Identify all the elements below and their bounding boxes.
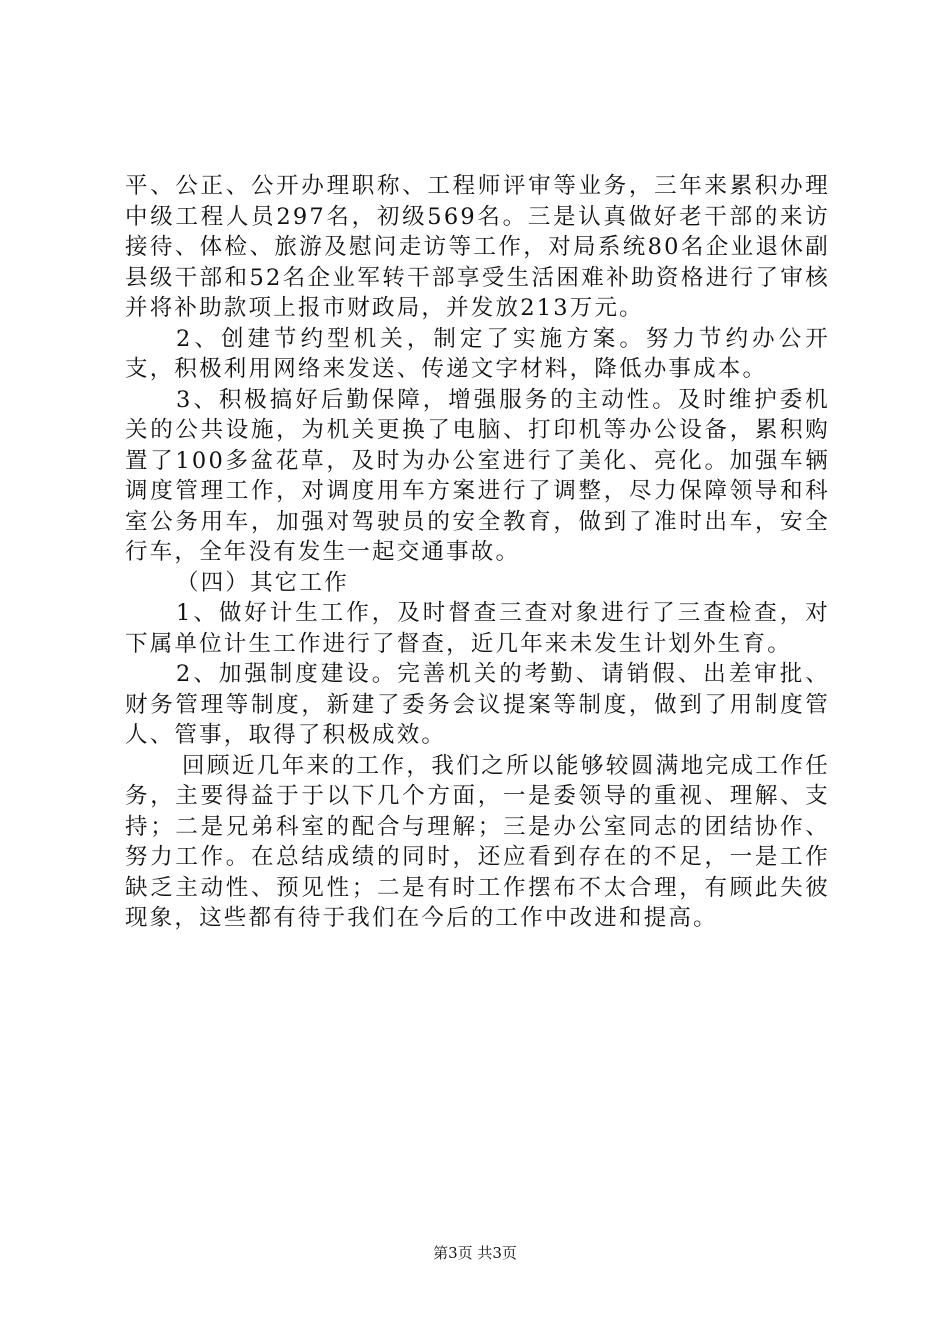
paragraph-item-3: 3、积极搞好后勤保障，增强服务的主动性。及时维护委机关的公共设施，为机关更换了电脑、打印机等办公设备，累积购置了100多盆花草，及时为办公室进行了美化、亮化。加强车辆调度管理工作，对调度用车方案进行了调整，尽力保障领导和科室公务用车，加强对驾驶员的安全教育，做到了准时出车，安全行车，全年没有发生一起交通事故。 [125,386,830,565]
paragraph-other-item-1: 1、做好计生工作，及时督查三查对象进行了三查检查，对下属单位计生工作进行了督查，近几年来未发生计划外生育。 [125,600,830,657]
page-footer: 第3页 共3页 [433,1244,517,1262]
paragraph-review: 回顾近几年来的工作，我们之所以能够较圆满地完成工作任务，主要得益于于以下几个方面，一是委领导的重视、理解、支持；二是兄弟科室的配合与理解；三是办公室同志的团结协作、努力工作。在总结成绩的同时，还应看到存在的不足，一是工作缺乏主动性、预见性；二是有时工作摆布不太合理，有顾此失彼现象，这些都有待于我们在今后的工作中改进和提高。 [125,752,830,931]
body-text [125,171,830,934]
section-heading-other-work: （四）其它工作 [176,569,349,596]
paragraph-item-2: 2、创建节约型机关，制定了实施方案。努力节约办公开支，积极利用网络来发送、传递文字材料，降低办事成本。 [125,325,830,382]
paragraph-other-item-2: 2、加强制度建设。完善机关的考勤、请销假、出差审批、财务管理等制度，新建了委务会议提案等制度，做到了用制度管人、管事，取得了积极成效。 [125,661,830,748]
paragraph-continuation: 平、公正、公开办理职称、工程师评审等业务，三年来累积办理中级工程人员297名，初级569名。三是认真做好老干部的来访接待、体检、旅游及慰问走访等工作，对局系统80名企业退休副县级干部和52名企业军转干部享受生活困难补助资格进行了审核并将补助款项上报市财政局，并发放213万元。 [125,173,830,321]
